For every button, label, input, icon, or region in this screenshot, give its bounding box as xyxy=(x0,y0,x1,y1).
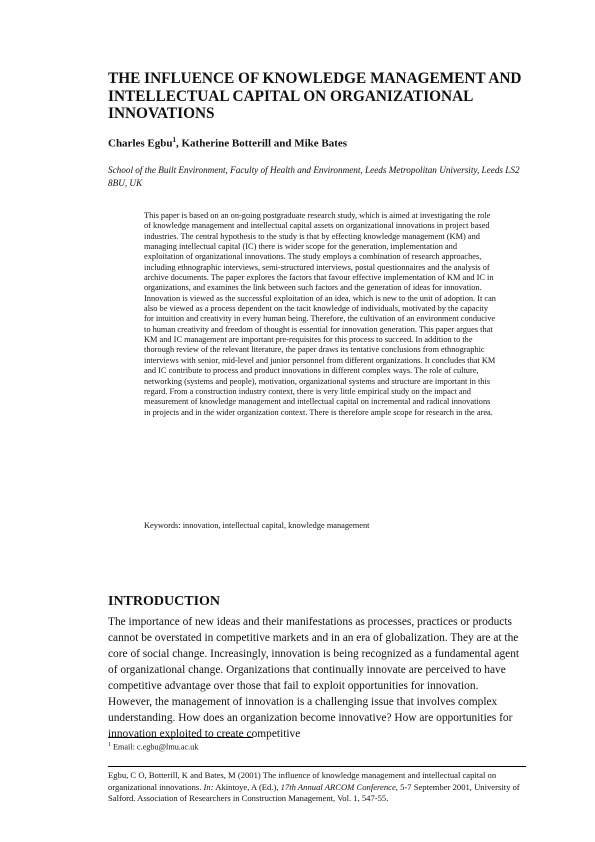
section-body: The importance of new ideas and their manifestations as processes, practices or products cannot be overstated in competitive markets and in an era of globalization. They are at the core of social change. Increasingly, innovation is being recognized as a fundamental agent of organizational change. Organizations that continually innovate are perceived to have competitive advantage over those that fail to exploit opportunities for innovation. However, the management of innovation is a challenging issue that involves complex understanding. How does an organization become innovative? How are opportunities for innovation exploited to create competitive xyxy=(108,616,520,740)
paper-title: THE INFLUENCE OF KNOWLEDGE MANAGEMENT AND INTELLECTUAL CAPITAL ON ORGANIZATIONAL INNOVATIONS xyxy=(108,70,522,122)
citation-text: , 5-7 September 2001, University of Salford. Association of Researchers in Construction Management, Vol. 1, 547-55. xyxy=(108,781,520,803)
citation xyxy=(108,770,528,805)
abstract: This paper is based on an on-going postgraduate research study, which is aimed at investigating the role of knowledge management and intellectual capital assets on organizational innovations in project based industries. The central hypothesis to the study is that by effecting knowledge management (KM) and managing intellectual capital (IC) there is wider scope for the generation, implementation and exploitation of organizational innovations. The study employs a combination of research approaches, including ethnographic interviews, semi-structured interviews, postal questionnaires and the analysis of archive documents. The paper explores the factors that favour effective implementation of KM and IC in organizations, and examines the link between such factors and the generation of ideas for innovation. Innovation is viewed as the successful exploitation of an idea, which is new to the unit of adoption. It can also be viewed as a process dependent on the tacit knowledge of individuals, motivated by the capacity for intuition and creativity in every human being. Therefore, the cultivation of an environment conducive to human creativity and freedom of thought is essential for innovation generation. This paper argues that KM and IC management are important pre-requisites for this process to succeed. In addition to the thorough review of the relevant literature, the paper draws its tentative conclusions from ethnographic interviews with senior, mid-level and junior personnel from different organizations. It concludes that KM and IC contribute to process and product innovations in different complex ways. The role of culture, networking (systems and people), motivation, organizational systems and structure are important in this regard. From a construction industry context, there is very little empirical study on the impact and measurement of knowledge management and intellectual capital on incremental and radical innovations in projects and in the wider organization context. There is therefore ample scope for research in the area. xyxy=(144,211,496,417)
footnote-divider xyxy=(108,737,253,738)
footnote xyxy=(108,742,198,752)
keywords: Keywords: innovation, intellectual capital, knowledge management xyxy=(144,521,370,530)
citation-in: In: xyxy=(203,781,214,792)
section-heading: INTRODUCTION xyxy=(108,594,221,609)
author-list xyxy=(108,136,347,150)
footnote-number: 1 xyxy=(108,742,111,748)
affiliation: School of the Built Environment, Faculty of Health and Environment, Leeds Metropolitan University, Leeds LS2 8BU, UK xyxy=(108,165,520,188)
citation-divider xyxy=(108,766,526,767)
citation-text: Egbu, C O, Botterill, K and Bates, M (2001) The influence of knowledge management and intellectual capital on organizational innovations. xyxy=(108,770,497,792)
conference-name: 17th Annual ARCOM Conference xyxy=(280,781,396,792)
author-name: , Katherine Botterill and Mike Bates xyxy=(176,137,348,150)
citation-text: Akintoye, A (Ed.), xyxy=(213,781,281,792)
footnote-marker: 1 xyxy=(172,136,176,144)
author-name: Charles Egbu xyxy=(108,137,173,150)
footnote-text: Email: c.egbu@lmu.ac.uk xyxy=(111,742,199,752)
